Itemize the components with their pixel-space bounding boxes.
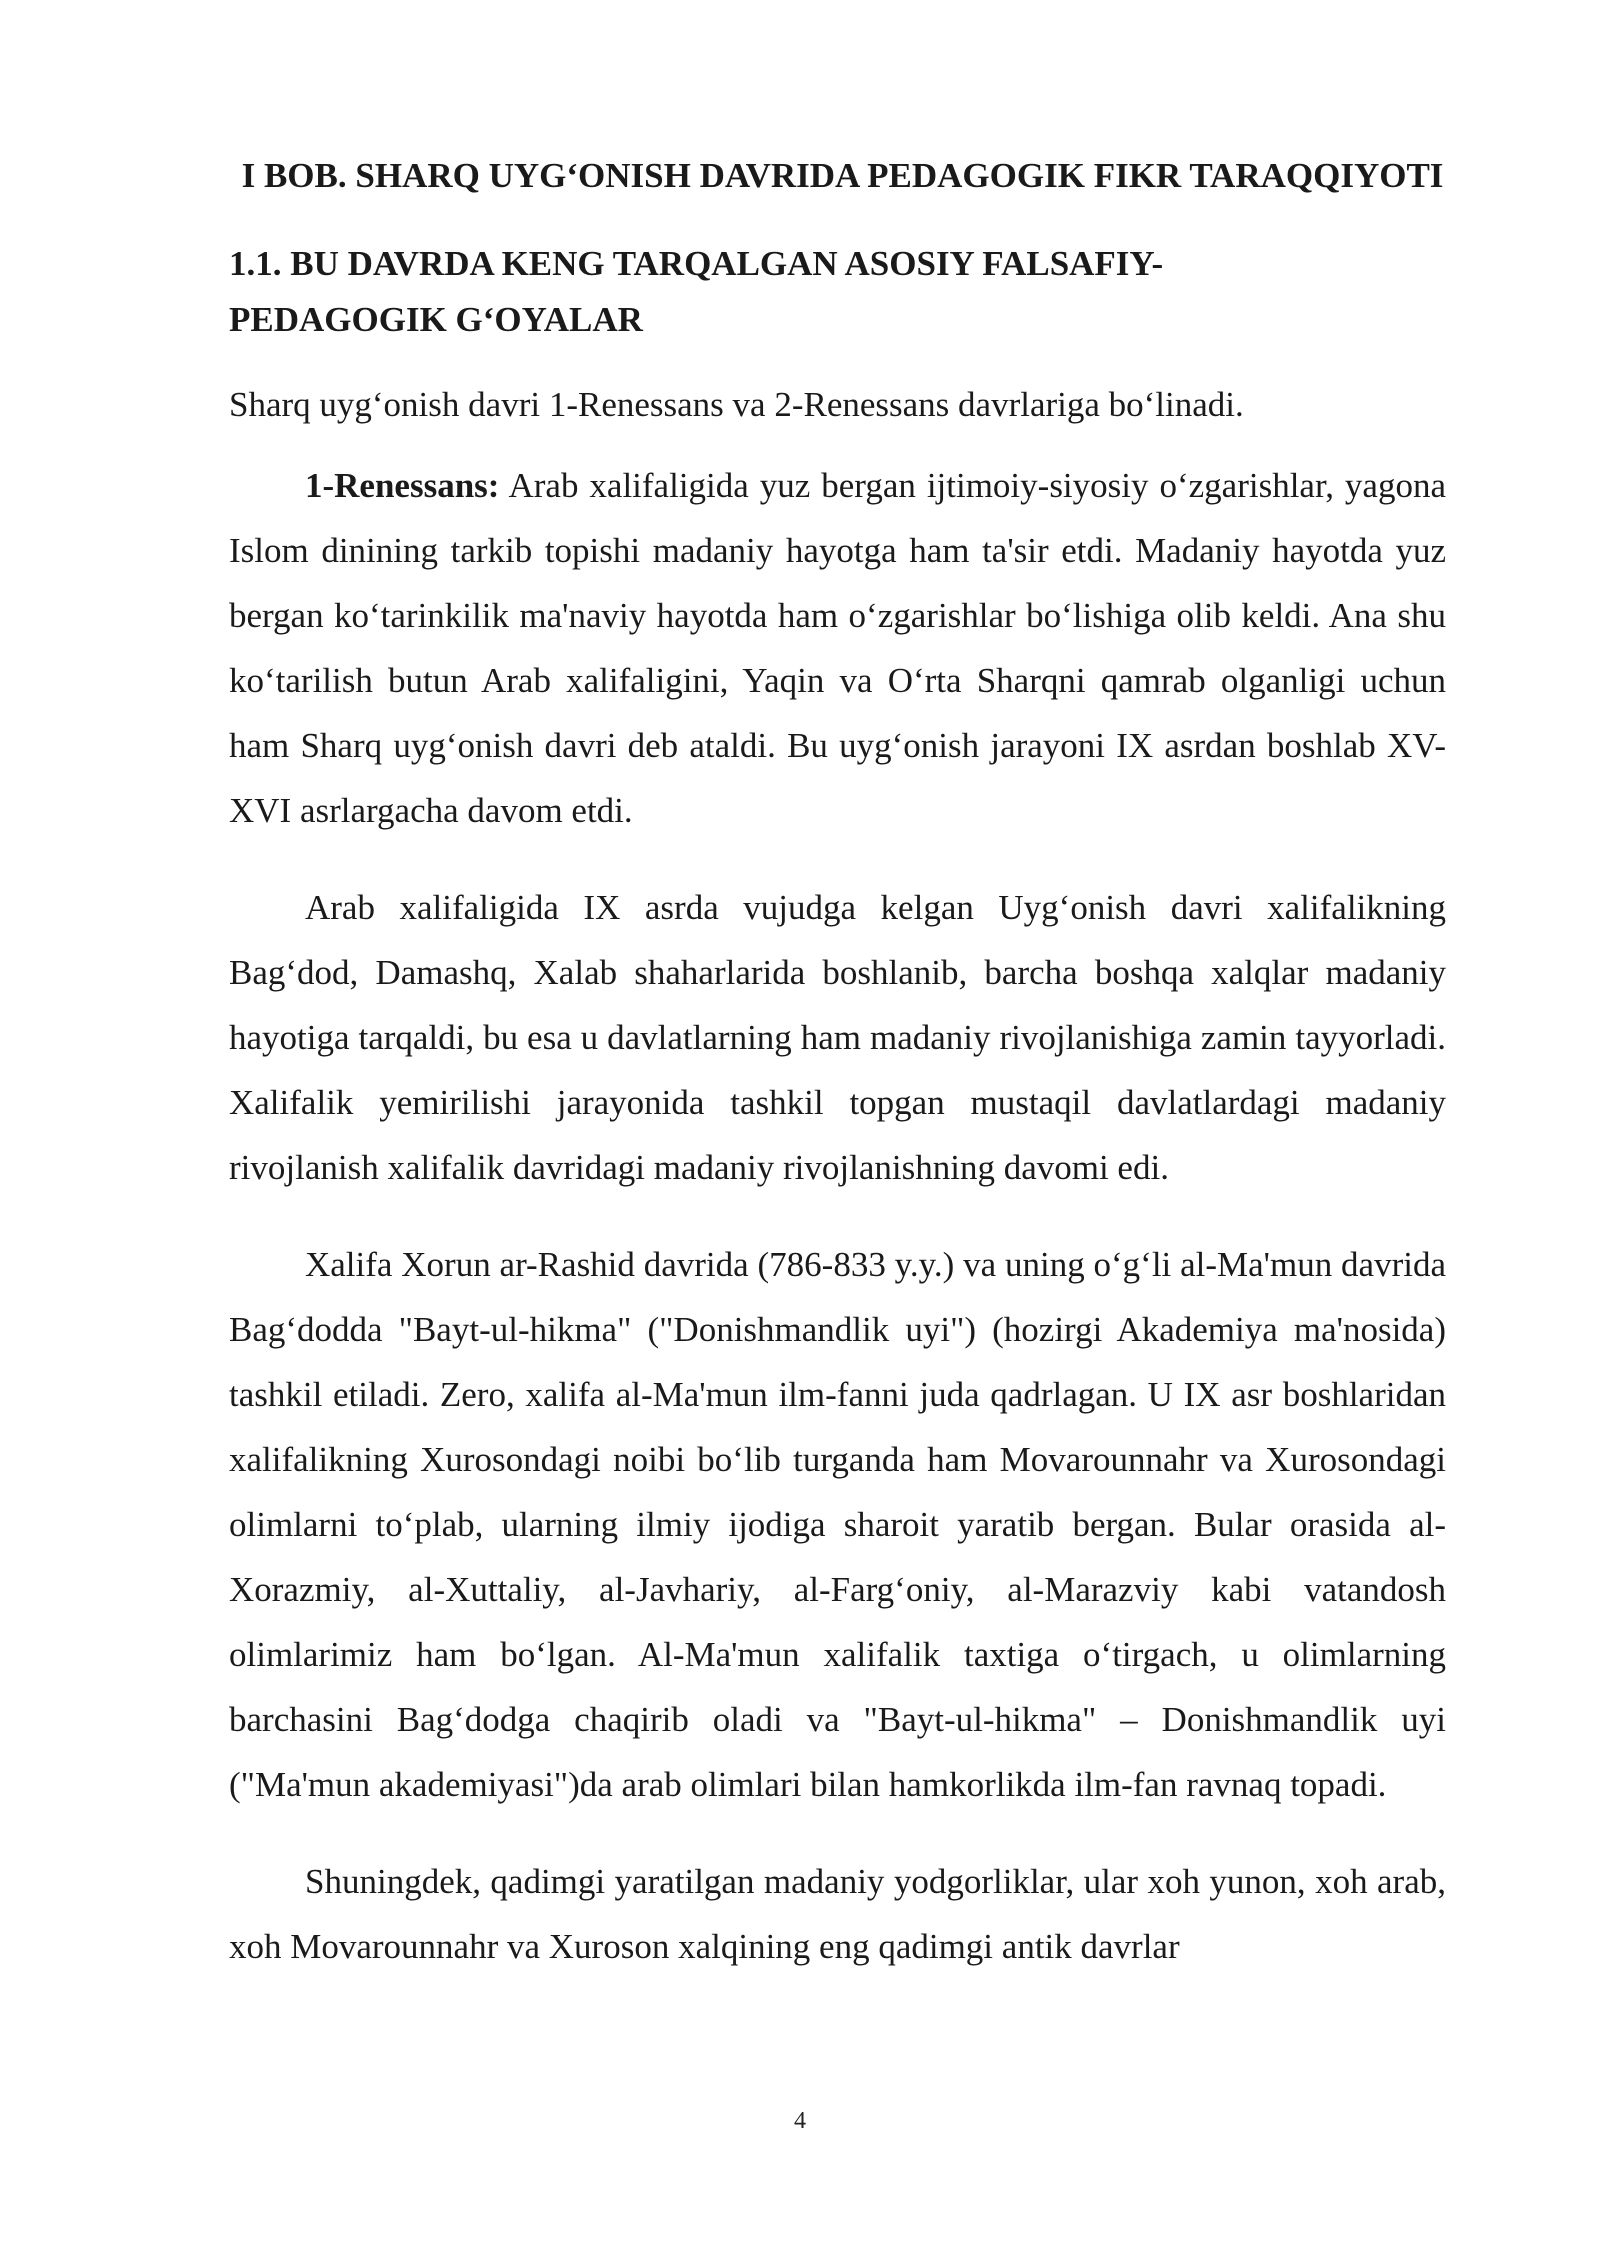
section-title: 1.1. BU DAVRDA KENG TARQALGAN ASOSIY FALSAFIY-PEDAGOGIK G‘OYALAR — [229, 244, 1164, 339]
paragraph-text: Arab xalifaligida yuz bergan ijtimoiy-siyosiy o‘zgarishlar, yagona Islom dinining tarkib topishi madaniy hayotga ham ta'sir etdi. Madaniy hayotda yuz bergan ko‘tarinkilik ma'naviy hayotda ham o‘zgarishlar bo‘lishiga olib keldi. Ana shu ko‘tarilish butun Arab xalifaligini, Yaqin va O‘rta Sharqni qamrab olganligi uchun ham Sharq uyg‘onish davri deb ataldi. Bu uyg‘onish jarayoni IX asrdan boshlab XV-XVI asrlargacha davom etdi. — [229, 466, 1446, 830]
paragraph-renaissance-1 — [229, 453, 1446, 843]
chapter-title: I BOB. SHARQ UYG‘ONISH DAVRIDA PEDAGOGIK FIKR TARAQQIYOTI — [241, 156, 1444, 195]
paragraph-monuments: Shuningdek, qadimgi yaratilgan madaniy yodgorliklar, ular xoh yunon, xoh arab, xoh Movarounnahr va Xuroson xalqining eng qadimgi antik davrlar — [229, 1862, 1446, 1966]
page-number: 4 — [794, 2108, 806, 2134]
intro-paragraph: Sharq uyg‘onish davri 1-Renessans va 2-Renessans davrlariga bo‘linadi. — [229, 385, 1244, 424]
paragraph-caliphate: Arab xalifaligida IX asrda vujudga kelgan Uyg‘onish davri xalifalikning Bag‘dod, Damashq, Xalab shaharlarida boshlanib, barcha boshqa xalqlar madaniy hayotiga tarqaldi, bu esa u davlatlarning ham madaniy rivojlanishiga zamin tayyorladi. Xalifalik yemirilishi jarayonida tashkil topgan mustaqil davlatlardagi madaniy rivojlanish xalifalik davridagi madaniy rivojlanishning davomi edi. — [229, 888, 1446, 1187]
paragraph-bayt-ul-hikma: Xalifa Xorun ar-Rashid davrida (786-833 y.y.) va uning o‘g‘li al-Ma'mun davrida Bag‘dodda "Bayt-ul-hikma" ("Donishmandlik uyi") (hozirgi Akademiya ma'nosida) tashkil etiladi. Zero, xalifa al-Ma'mun ilm-fanni juda qadrlagan. U IX asr boshlaridan xalifalikning Xurosondagi noibi bo‘lib turganda ham Movarounnahr va Xurosondagi olimlarni to‘plab, ularning ilmiy ijodiga sharoit yaratib bergan. Bular orasida al-Xorazmiy, al-Xuttaliy, al-Javhariy, al-Farg‘oniy, al-Marazviy kabi vatandosh olimlarimiz ham bo‘lgan. Al-Ma'mun xalifalik taxtiga o‘tirgach, u olimlarning barchasini Bag‘dodga chaqirib oladi va "Bayt-ul-hikma" – Donishmandlik uyi ("Ma'mun akademiyasi")da arab olimlari bilan hamkorlikda ilm-fan ravnaq topadi. — [229, 1245, 1446, 1804]
page-content — [229, 146, 1446, 1979]
paragraph-lead: 1-Renessans: — [305, 466, 500, 505]
